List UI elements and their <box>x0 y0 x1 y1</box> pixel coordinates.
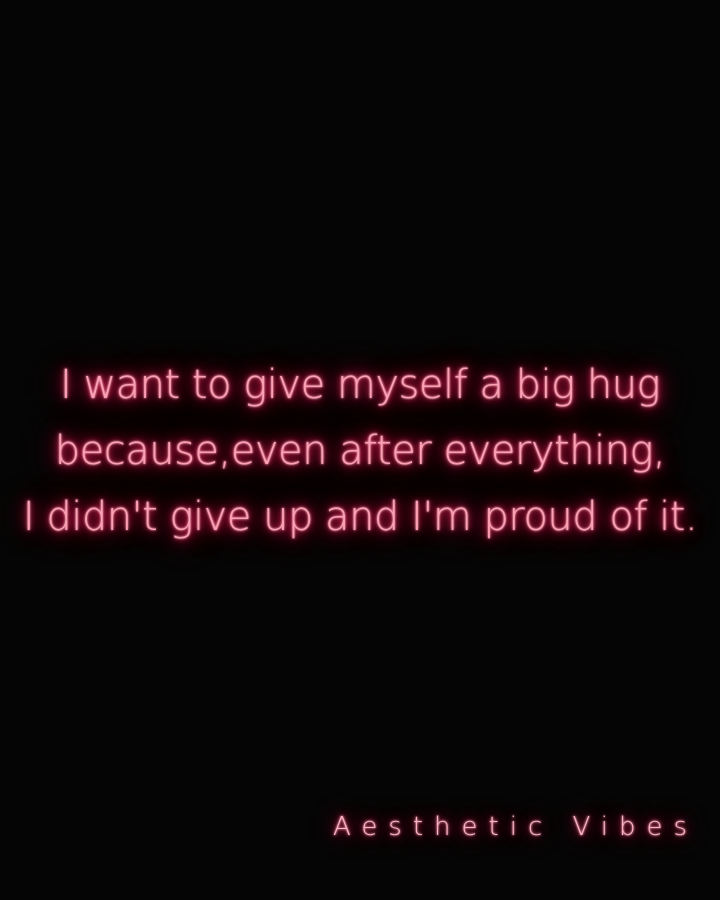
quote-line-3: I didn't give up and I'm proud of it. <box>22 494 698 540</box>
quote-line-2: because,even after everything, <box>54 428 666 474</box>
quote-line-1: I want to give myself a big hug <box>59 362 661 408</box>
signature-watermark: Aesthetic Vibes <box>332 812 698 842</box>
quote-text <box>0 352 720 550</box>
